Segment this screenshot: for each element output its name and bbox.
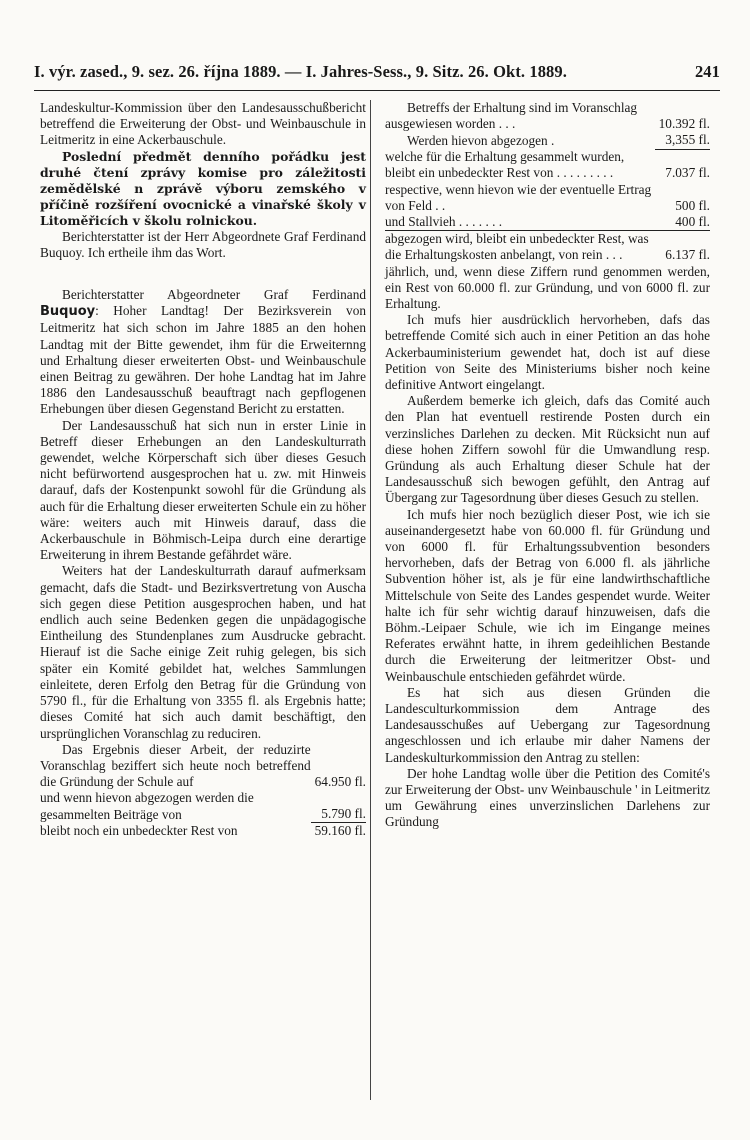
row-amount: 400 fl. — [655, 214, 710, 231]
paragraph-ministry-petition: Ich mufs hier ausdrücklich hervorheben, dafs das betreffende Comité sich auch in einer Petition an das hohe Ackerbauministerium gewendet hat, doch ist auf diese Petition von Seite des Ministeriums bisher noch keine definitive Antwort eingelangt. — [385, 312, 710, 392]
row-description: abgezogen wird, bleibt ein unbedeckter Rest, was die Erhaltungskosten anbelangt, von rein . . . — [385, 231, 649, 263]
row-amount: 500 fl. — [675, 197, 710, 213]
paragraph-rounded-figures: jährlich, und, wenn diese Ziffern rund genommen werden, ein Rest von 60.000 fl. zur Gründung, und von 6000 fl. zur Erhaltung. — [385, 263, 710, 311]
speaker-name: Buquoy — [40, 304, 96, 320]
paragraph-landeskulturrath: Weiters hat der Landeskulturrath darauf aufmerksam gemacht, dafs die Stadt- und Bezirksvertretung von Auscha sich gegen diese Petition ausgesprochen haben, und hat endlich auch seine Bedenken gegen die unpädagogische Eintheilung des Stundenplanes zum Ausdrucke gebracht. Hierauf ist die Sache einige Zeit ruhig gelegen, bis sich später ein Komité gebildet hat, welches Sammlungen einleitete, deren Erfolg den Betrag für die Gründung von 5790 fl., für die Erhaltung von 3355 fl. als Ergebnis hatte; dieses Comité hat sich auch damit beschäftigt, den ursprünglichen Voranschlag zu reduciren. — [40, 563, 366, 741]
column-divider — [370, 100, 371, 1100]
paragraph-resolution: Der hohe Landtag wolle über die Petition des Comité's zur Erweiterung der Obst- unv Weinbauschule ' in Leitmeritz um Gewährung eines unverzinslichen Darlehens zur Gründung — [385, 765, 710, 830]
row-description: welche für die Erhaltung gesammelt wurden, bleibt ein unbedeckter Rest von . . . . . . . . . — [385, 149, 625, 181]
table-row — [40, 790, 366, 822]
row-description: bleibt noch ein unbedeckter Rest von — [40, 823, 238, 839]
paragraph-buquoy-speech — [40, 287, 366, 418]
row-description: und Stallvieh . . . . . . . — [385, 214, 655, 231]
left-column — [40, 100, 366, 839]
row-description: und wenn hievon abgezogen werden die gesammelten Beiträge von — [40, 790, 254, 822]
paragraph-commission-title: Landeskultur-Kommission über den Landesausschußbericht betreffend die Erweiterung der Obst- und Weinbauschule in Leitmeritz in eine Ackerbauschule. — [40, 100, 366, 148]
paragraph-loan-plan: Außerdem bemerke ich gleich, dafs das Comité auch den Plan hat eventuell restirende Posten durch ein verzinsliches Darlehen zu decken. Mit Rücksicht nun auf diese hohen Ziffern sowohl für die Umwandlung resp. Gründung als auch Erhaltung dieser Schule hat der Landesausschuß sich bewogen gefühlt, den Antrag auf Übergang zur Tagesordnung über dieses Gesuch zu stellen. — [385, 393, 710, 506]
table-row — [385, 214, 710, 231]
row-amount: 5.790 fl. — [311, 790, 366, 822]
row-description: Werden hievon abgezogen . — [407, 132, 555, 148]
speech-lead: Berichterstatter Abgeordneter Graf Ferdinand — [62, 287, 366, 303]
header-rule — [34, 90, 720, 91]
table-row — [385, 231, 710, 264]
row-amount: 64.950 fl. — [314, 774, 366, 790]
row-description: Das Ergebnis dieser Arbeit, der reduzirte Voranschlag beziffert sich heute noch betreffend die Gründung der Schule auf — [40, 741, 311, 790]
row-description: Betreffs der Erhaltung sind im Voranschlag ausgewiesen worden . . . — [385, 100, 638, 132]
paragraph-rapporteur-intro: Berichterstatter ist der Herr Abgeordnete Graf Ferdinand Buquoy. Ich ertheile ihm das Wort. — [40, 228, 366, 260]
header-session-info: I. výr. zased., 9. sez. 26. října 1889. — I. Jahres-Sess., 9. Sitz. 26. Okt. 1889. — [34, 62, 567, 81]
row-amount: 10.392 fl. — [658, 116, 710, 132]
page-number: 241 — [694, 62, 720, 81]
table-row — [385, 149, 710, 181]
founding-cost-table — [40, 742, 366, 840]
table-row — [40, 742, 366, 791]
row-amount: 3,355 fl. — [655, 132, 710, 149]
speech-text: : Hoher Landtag! Der Bezirksverein von Leitmeritz hat sich schon im Jahre 1885 an den hohen Landtag mit der Bitte gewendet, ihm für die Erweiternng und Erhaltung dieser erweiterten Obst- und Weinbauschule einen Beitrag zu gewähren. Der hohe Landtag hat im Jahre 1886 den Landesausschuß beauftragt nach gepflogenen Erhebungen über diesen Gegenstand Bericht zu erstatten. — [40, 303, 366, 417]
paragraph-czech-agenda: Poslední předmět denního pořádku jest druhé čtení zprávy komise pro záležitosti zemědělské n zprávě výboru zemského v příčině rozšíření ovocnické a vinařské školy v Litoměřicích v školu rolnickou. — [40, 148, 366, 228]
row-amount: 7.037 fl. — [665, 165, 710, 181]
maintenance-cost-table — [385, 100, 710, 264]
right-column — [385, 100, 710, 831]
page-header — [34, 62, 720, 86]
table-row — [385, 100, 710, 132]
paragraph-subvention: Ich mufs hier noch bezüglich dieser Post, wie ich sie auseinandergesetzt habe von 60.000 fl. für Gründung und von 6000 fl. für Erhaltungssubvention besonders hervorheben, dafs der Betrag von 6.000 fl. als jährliche Subvention höher ist, als je für eine landwirthschaftliche Mittelschule von Seite des Landes gespendet wurde. Weiter halte ich für sehr wichtig darauf hinzuweisen, dafs die Böhm.-Leipaer Schule, wie ich im Eingange meines Referates erwähnt hatte, in ihrem gedeihlichen Bestande durch die Erweiterung der leitmeritzer Obst- und Weinbauschule entschieden gefährdet würde. — [385, 506, 710, 684]
paragraph-commission-motion: Es hat sich aus diesen Gründen die Landesculturkommission dem Antrage des Landesausschußes auf Uebergang zur Tagesordnung angeschlossen und ich erlaube mir daher Namens der Landeskulturkommission den Antrag zu stellen: — [385, 684, 710, 765]
table-row — [385, 182, 710, 214]
row-amount: 6.137 fl. — [665, 247, 710, 263]
row-description: respective, wenn hievon wie der eventuelle Ertrag von Feld . . — [385, 181, 652, 213]
paragraph-landesausschuss: Der Landesausschuß hat sich nun in erster Linie in Betreff dieser Erhebungen an den Landeskulturrath gewendet, welche Körperschaft sich über dieses Gesuch nicht befürwortend ausgesprochen hat u. zw. mit Hinweis darauf, dafs der Kostenpunkt sowohl für die Gründung als auch für die Erhaltung dieser erweiterten Schule ein zu höher wäre: weiters auch mit Hinweis darauf, dass die Ackerbauschule in Böhmisch-Leipa durch eine derartige Erweiterung in ihrem Bestande gefährdet wäre. — [40, 417, 367, 563]
row-amount: 59.160 fl. — [314, 823, 366, 839]
table-row — [40, 823, 366, 840]
table-row — [385, 132, 710, 149]
